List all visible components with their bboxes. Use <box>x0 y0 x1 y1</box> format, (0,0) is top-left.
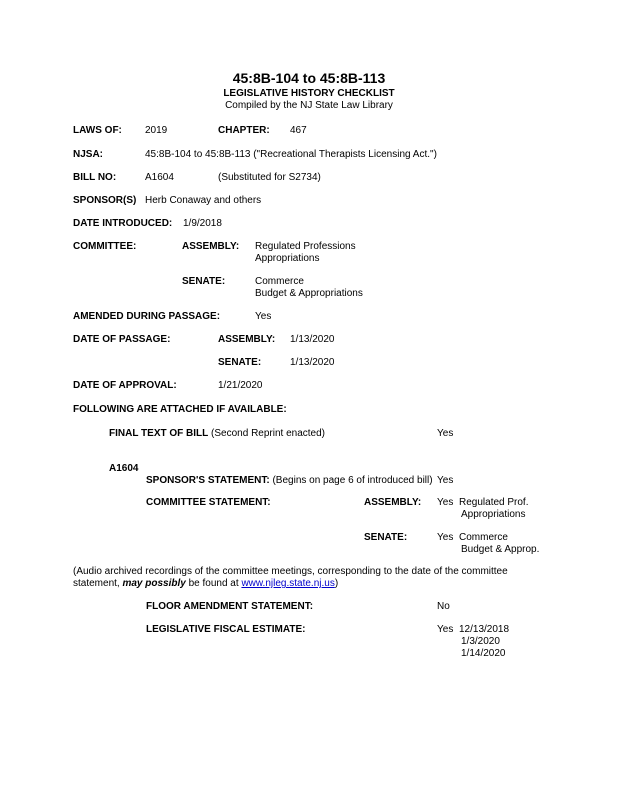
sponsor-statement-value: Yes <box>437 475 454 486</box>
amended-value: Yes <box>255 311 272 322</box>
laws-of-year: 2019 <box>145 125 168 136</box>
committee-statement-assembly-value: Yes <box>437 497 454 508</box>
committee-senate-2: Budget & Appropriations <box>255 288 363 299</box>
passage-assembly-label: ASSEMBLY: <box>218 334 276 345</box>
sponsor-statement-row <box>146 475 433 487</box>
audio-note-mid: be found at <box>185 578 242 589</box>
committee-statement-assembly-label: ASSEMBLY: <box>364 497 422 508</box>
audio-note-emphasis: may possibly <box>122 578 186 589</box>
audio-note-suffix: ) <box>334 578 339 589</box>
floor-amendment-label: FLOOR AMENDMENT STATEMENT: <box>146 601 314 612</box>
fiscal-estimate-date-2: 1/3/2020 <box>461 636 500 647</box>
njsa-value: 45:8B-104 to 45:8B-113 ("Recreational Therapists Licensing Act.") <box>145 149 437 160</box>
laws-of-label: LAWS OF: <box>73 125 122 136</box>
page-subtitle: LEGISLATIVE HISTORY CHECKLIST <box>223 88 395 99</box>
attached-heading: FOLLOWING ARE ATTACHED IF AVAILABLE: <box>73 404 287 415</box>
amended-label: AMENDED DURING PASSAGE: <box>73 311 221 322</box>
passage-senate-value: 1/13/2020 <box>290 357 335 368</box>
sponsor-statement-note: (Begins on page 6 of introduced bill) <box>272 475 433 486</box>
committee-senate-1: Commerce <box>255 276 304 287</box>
committee-statement-senate-1: Commerce <box>459 532 508 543</box>
committee-senate-label: SENATE: <box>182 276 226 287</box>
committee-statement-senate-value: Yes <box>437 532 454 543</box>
committee-assembly-1: Regulated Professions <box>255 241 356 252</box>
chapter-label: CHAPTER: <box>218 125 270 136</box>
sponsor-statement-label: SPONSOR'S STATEMENT: <box>146 475 270 486</box>
compiled-by: Compiled by the NJ State Law Library <box>225 100 393 111</box>
committee-statement-label: COMMITTEE STATEMENT: <box>146 497 271 508</box>
approval-label: DATE OF APPROVAL: <box>73 380 177 391</box>
sponsor-value: Herb Conaway and others <box>145 195 262 206</box>
bill-no-note: (Substituted for S2734) <box>218 172 321 183</box>
approval-value: 1/21/2020 <box>218 380 263 391</box>
committee-assembly-2: Appropriations <box>255 253 320 264</box>
audio-note-line1: (Audio archived recordings of the committee meetings, corresponding to the date of the committee <box>73 566 508 577</box>
chapter-value: 467 <box>290 125 307 136</box>
page-title: 45:8B-104 to 45:8B-113 <box>232 70 386 86</box>
fiscal-estimate-value: Yes <box>437 624 454 635</box>
fiscal-estimate-date-3: 1/14/2020 <box>461 648 506 659</box>
fiscal-estimate-date-1: 12/13/2018 <box>459 624 510 635</box>
final-text-label: FINAL TEXT OF BILL <box>109 428 209 439</box>
date-introduced-label: DATE INTRODUCED: <box>73 218 173 229</box>
date-introduced-value: 1/9/2018 <box>183 218 222 229</box>
bill-no-value: A1604 <box>145 172 174 183</box>
bill-section-label: A1604 <box>109 463 139 474</box>
committee-statement-assembly-2: Appropriations <box>461 509 526 520</box>
committee-statement-senate-label: SENATE: <box>364 532 408 543</box>
final-text-note: (Second Reprint enacted) <box>211 428 326 439</box>
njleg-link[interactable]: www.njleg.state.nj.us <box>241 578 335 589</box>
passage-assembly-value: 1/13/2020 <box>290 334 335 345</box>
committee-statement-senate-2: Budget & Approp. <box>461 544 540 555</box>
committee-statement-assembly-1: Regulated Prof. <box>459 497 529 508</box>
sponsor-label: SPONSOR(S) <box>73 195 137 206</box>
committee-assembly-label: ASSEMBLY: <box>182 241 240 252</box>
njsa-label: NJSA: <box>73 149 104 160</box>
committee-label: COMMITTEE: <box>73 241 137 252</box>
passage-senate-label: SENATE: <box>218 357 262 368</box>
fiscal-estimate-label: LEGISLATIVE FISCAL ESTIMATE: <box>146 624 306 635</box>
final-text-row <box>109 428 325 440</box>
floor-amendment-value: No <box>437 601 450 612</box>
passage-label: DATE OF PASSAGE: <box>73 334 171 345</box>
final-text-value: Yes <box>437 428 454 439</box>
bill-no-label: BILL NO: <box>73 172 117 183</box>
audio-note-prefix: statement, <box>73 578 123 589</box>
audio-note-line2 <box>73 578 338 590</box>
